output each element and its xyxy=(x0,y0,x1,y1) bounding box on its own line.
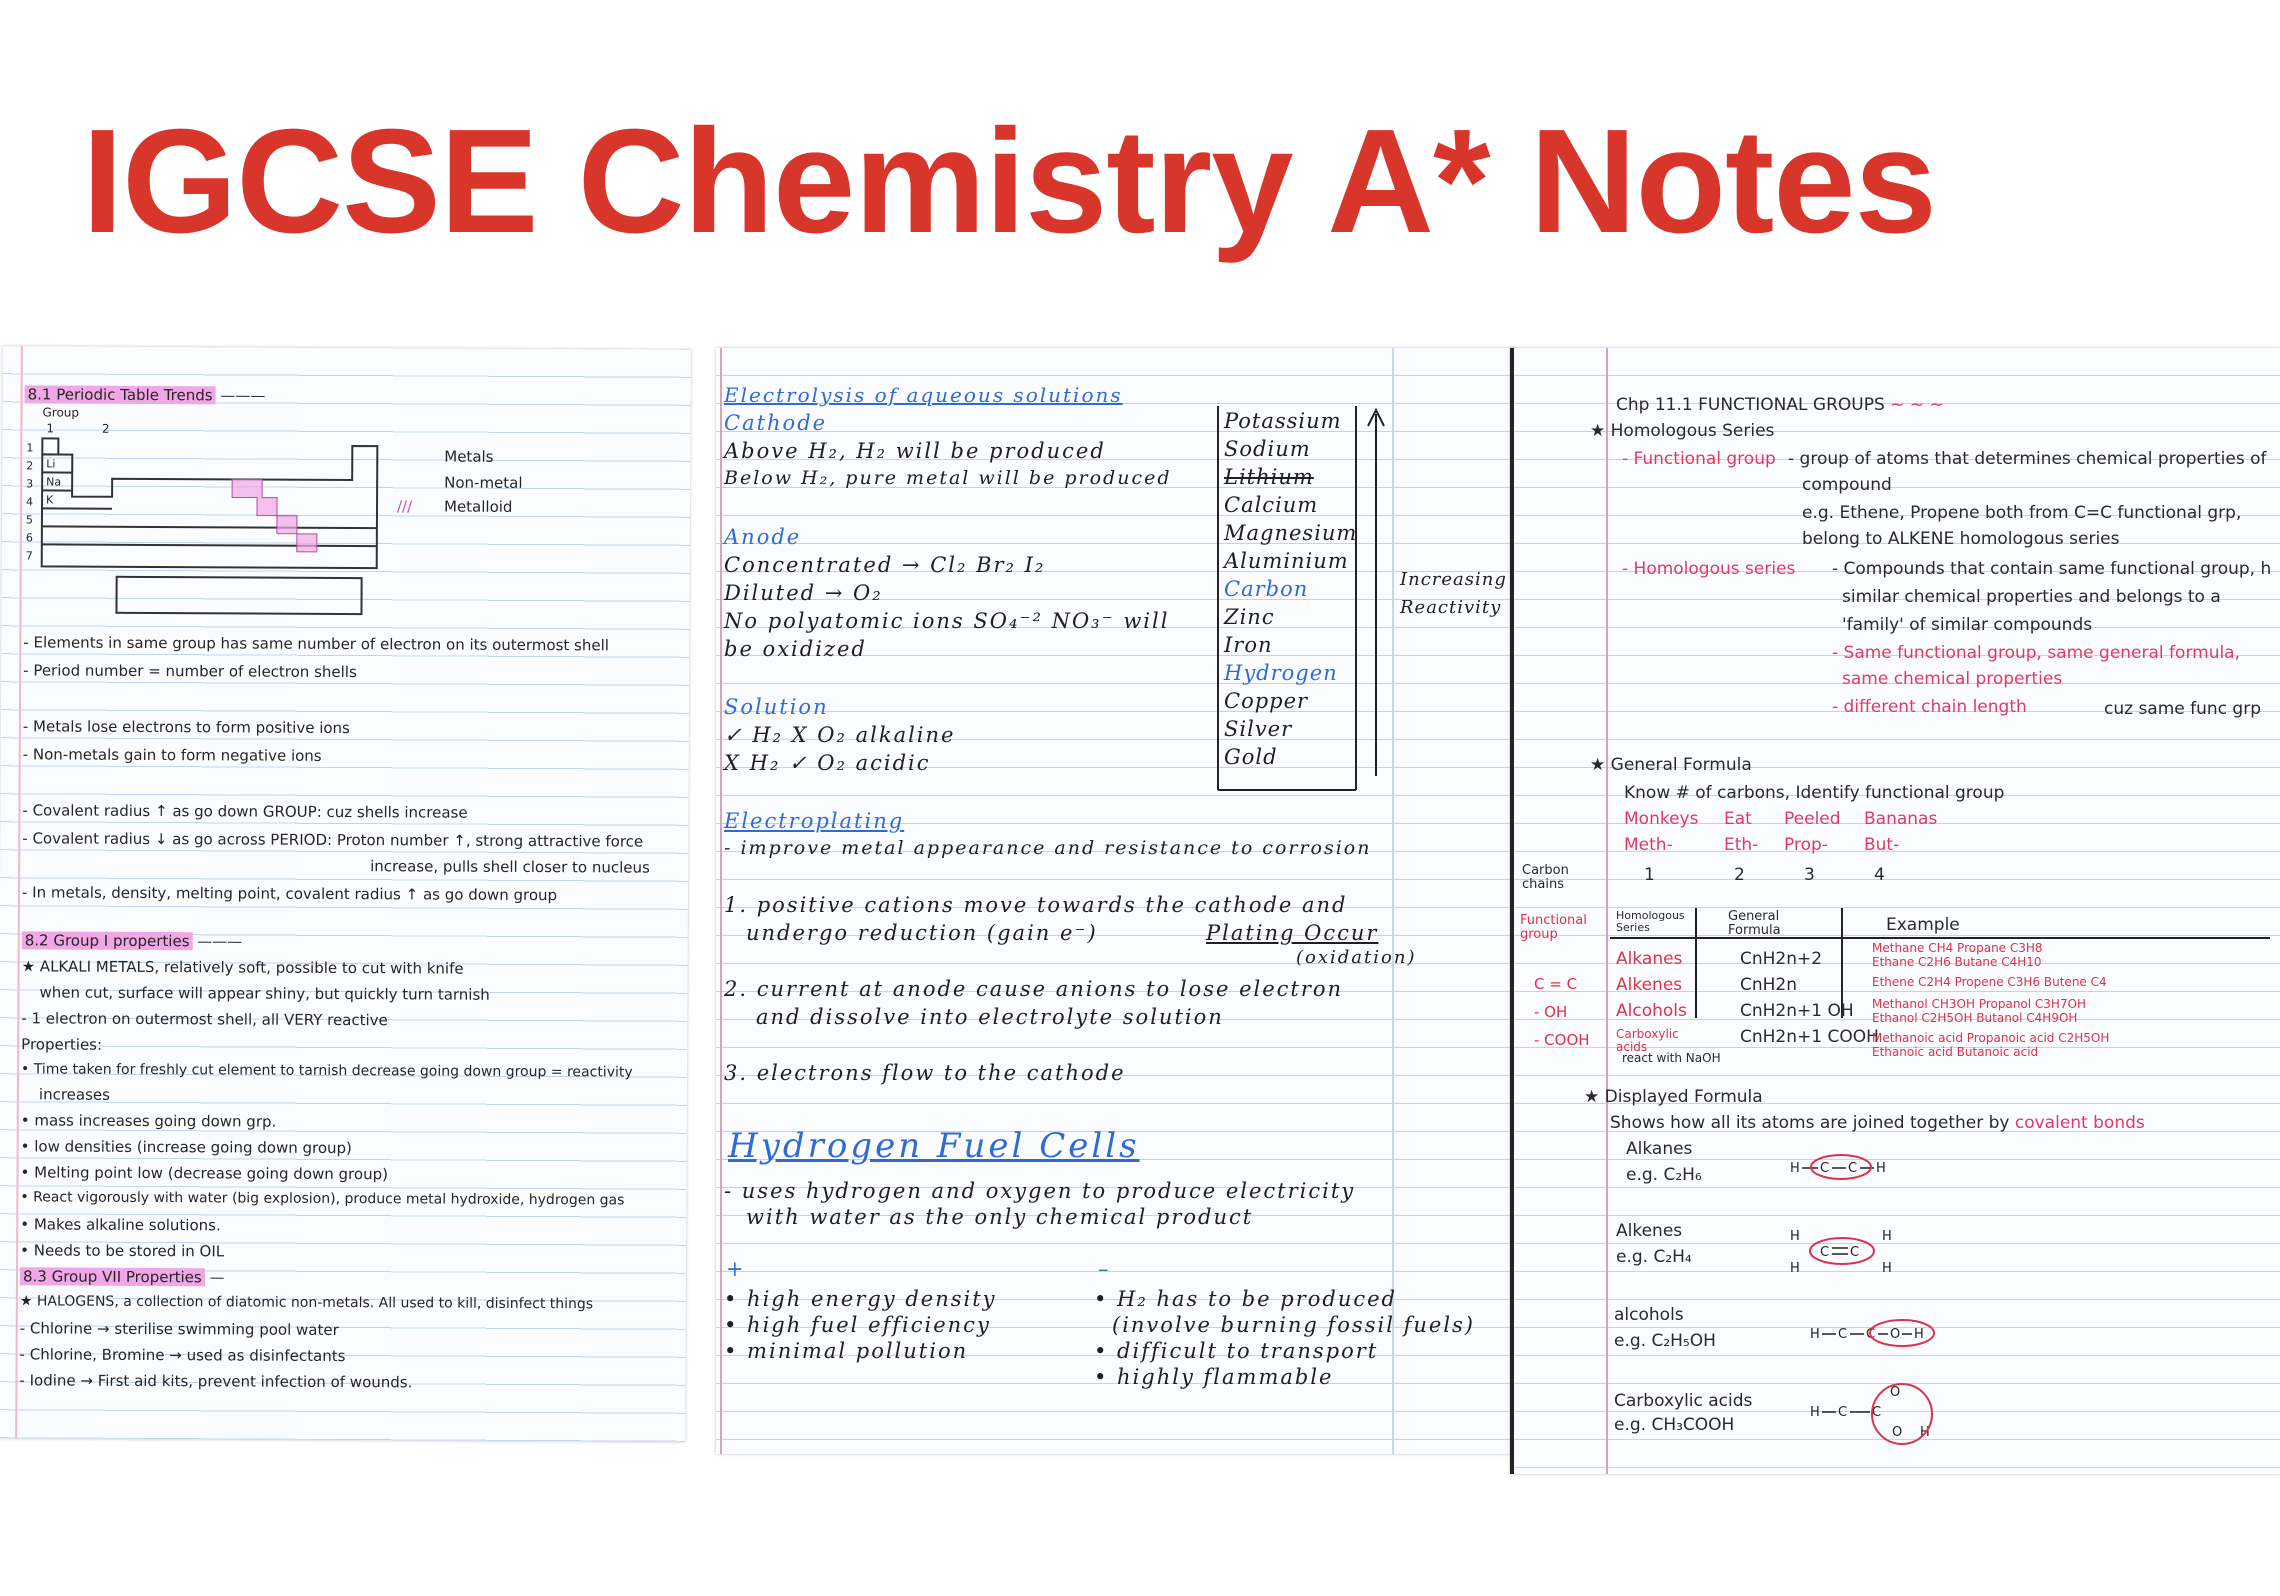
structural-formula-ethene xyxy=(1790,1228,1930,1278)
example-line: Ethanol C2H5OH Butanol C4H9OH xyxy=(1872,1011,2078,1025)
svg-text:H: H xyxy=(1790,1261,1800,1276)
note-line: - Same functional group, same general formula, xyxy=(1832,643,2241,663)
svg-text:H: H xyxy=(1882,1229,1892,1244)
fg-symbol: - COOH xyxy=(1534,1031,1590,1049)
note-line: - uses hydrogen and oxygen to produce electricity xyxy=(724,1179,1356,1203)
svg-text:C: C xyxy=(1850,1245,1860,1260)
notes-page-electrolysis xyxy=(716,348,1516,1454)
structural-formula-acetic-acid xyxy=(1810,1378,1980,1448)
note-line: Shows how all its atoms are joined together by covalent bonds xyxy=(1610,1113,2145,1133)
note-line: • React vigorously with water (big explosion), produce metal hydroxide, hydrogen gas xyxy=(20,1189,625,1209)
example-line: Methane CH4 Propane C3H8 xyxy=(1872,941,2043,955)
note-line: and dissolve into electrolyte solution xyxy=(756,1005,1224,1029)
term-functional-group: - Functional group xyxy=(1622,449,1776,469)
mnemonic-word: Monkeys xyxy=(1624,809,1699,829)
carbon-chains-label: Carbon chains xyxy=(1522,863,1569,893)
note-line: - improve metal appearance and resistance to corrosion xyxy=(724,837,1372,859)
svg-text:O: O xyxy=(1890,1327,1901,1342)
increasing-reactivity-label: Increasing xyxy=(1400,569,1507,590)
structural-formula-ethanol xyxy=(1810,1308,1970,1358)
note-line: Concentrated → Cl₂ Br₂ I₂ xyxy=(724,553,1046,577)
reactivity-item: Sodium xyxy=(1224,437,1311,461)
section-heading-electroplating: Electroplating xyxy=(724,809,905,833)
note-line: 1. positive cations move towards the cathode and xyxy=(724,893,1348,917)
con-item: • H₂ has to be produced xyxy=(1094,1287,1397,1311)
example-name: Alkanes xyxy=(1626,1139,1693,1159)
note-line: • low densities (increase going down group) xyxy=(20,1137,352,1158)
note-line: e.g. Ethene, Propene both from C=C functional grp, xyxy=(1802,503,2242,523)
note-line: 3. electrons flow to the cathode xyxy=(724,1061,1126,1085)
note-line: ✓ H₂ X O₂ alkaline xyxy=(724,723,956,747)
reactivity-item: Zinc xyxy=(1224,605,1275,629)
term-homologous-series: - Homologous series xyxy=(1622,559,1796,579)
prefix: Eth- xyxy=(1724,835,1759,855)
note-line: - Non-metals gain to form negative ions xyxy=(22,745,322,765)
example-formula: e.g. CH₃COOH xyxy=(1614,1415,1735,1435)
notes-page-functional-groups xyxy=(1510,348,2280,1474)
note-line: • Melting point low (decrease going down group) xyxy=(20,1163,389,1184)
section-heading-group1: 8.2 Group I properties ——— xyxy=(22,932,243,950)
page-edge xyxy=(1510,348,1514,1474)
svg-text:O: O xyxy=(1890,1385,1901,1400)
svg-text:H: H xyxy=(1876,1161,1886,1176)
note-line: - different chain length xyxy=(1832,697,2027,717)
section-heading-trends: 8.1 Periodic Table Trends ——— xyxy=(25,386,266,404)
pros-heading: + xyxy=(726,1257,746,1281)
note-line: - Iodine → First aid kits, prevent infection of wounds. xyxy=(19,1371,413,1392)
note-line: compound xyxy=(1802,475,1892,495)
mnemonic-word: Peeled xyxy=(1784,809,1841,829)
note-line: be oxidized xyxy=(724,637,867,661)
mnemonic-word: Bananas xyxy=(1864,809,1938,829)
note-line: belong to ALKENE homologous series xyxy=(1802,529,2120,549)
svg-text:O: O xyxy=(1892,1425,1903,1440)
series-name: Carboxylic acids xyxy=(1616,1027,1679,1055)
svg-text:C: C xyxy=(1848,1161,1858,1176)
subheading-homologous: ★ Homologous Series xyxy=(1590,421,1775,441)
structural-formula-ethane xyxy=(1790,1148,1930,1198)
reactivity-item: Gold xyxy=(1224,745,1278,769)
period-number: 7 xyxy=(25,549,33,563)
functional-group-label: Functional group xyxy=(1520,913,1587,943)
prefix: Meth- xyxy=(1624,835,1673,855)
reactivity-item: Magnesium xyxy=(1224,521,1358,545)
note-line: • Time taken for freshly cut element to tarnish decrease going down group = reactivity xyxy=(21,1061,633,1081)
section-heading-fuel-cells: Hydrogen Fuel Cells xyxy=(728,1126,1140,1166)
con-item: (involve burning fossil fuels) xyxy=(1112,1313,1476,1337)
notes-page-periodic-table xyxy=(0,346,691,1442)
reactivity-item: Lithium xyxy=(1224,465,1314,489)
note-line: - Period number = number of electron shells xyxy=(23,661,357,682)
reactivity-item: Iron xyxy=(1224,633,1273,657)
series-name: Alkanes xyxy=(1616,949,1683,969)
example-line: Ethene C2H4 Propene C3H6 Butene C4 xyxy=(1872,975,2107,989)
example-line: Ethanoic acid Butanoic acid xyxy=(1872,1045,2039,1059)
note-line: 'family' of similar compounds xyxy=(1842,615,2093,635)
group-label: Group xyxy=(42,405,80,420)
note-line: Diluted → O₂ xyxy=(724,581,883,605)
note-line: undergo reduction (gain e⁻) xyxy=(746,921,1098,945)
svg-text:H: H xyxy=(1914,1327,1924,1342)
legend-non-metal: Non-metal xyxy=(444,473,523,492)
note-line: when cut, surface will appear shiny, but quickly turn tarnish xyxy=(39,983,490,1004)
note-line: cuz same func grp xyxy=(2104,699,2262,719)
note-line: No polyatomic ions SO₄⁻² NO₃⁻ will xyxy=(724,609,1170,633)
example-formula: e.g. C₂H₄ xyxy=(1616,1247,1692,1267)
element-symbol: Na xyxy=(46,475,62,489)
svg-text:C: C xyxy=(1820,1161,1830,1176)
react-note: react with NaOH xyxy=(1622,1051,1721,1065)
group-numbers: 1 2 xyxy=(46,421,132,436)
svg-text:C: C xyxy=(1866,1327,1876,1342)
cons-heading: – xyxy=(1098,1257,1111,1281)
reactivity-item: Hydrogen xyxy=(1224,661,1338,685)
svg-text:C: C xyxy=(1820,1245,1830,1260)
pro-item: • high fuel efficiency xyxy=(724,1313,991,1337)
reactivity-item: Potassium xyxy=(1224,409,1342,433)
general-formula: CnH2n xyxy=(1740,975,1798,995)
pro-item: • minimal pollution xyxy=(724,1339,969,1363)
general-formula: CnH2n+1 OH xyxy=(1740,1001,1854,1021)
reactivity-item: Carbon xyxy=(1224,577,1309,601)
reactivity-item: Aluminium xyxy=(1224,549,1349,573)
reactivity-item: Copper xyxy=(1224,689,1309,713)
note-line: - Elements in same group has same number of electron on its outermost shell xyxy=(23,633,610,655)
note-line: ★ ALKALI METALS, relatively soft, possible to cut with knife xyxy=(21,957,464,978)
note-line: - Chlorine → sterilise swimming pool water xyxy=(19,1319,339,1339)
example-name: alcohols xyxy=(1614,1305,1684,1325)
note-line: - Compounds that contain same functional group, h xyxy=(1832,559,2272,579)
general-formula: CnH2n+1 COOH xyxy=(1740,1027,1879,1047)
legend-swatch: /// xyxy=(396,497,413,516)
period-number: 1 xyxy=(26,441,34,455)
note-line: Above H₂, H₂ will be produced xyxy=(724,439,1106,463)
series-name: Alkenes xyxy=(1616,975,1683,995)
svg-text:C: C xyxy=(1838,1405,1848,1420)
svg-text:C: C xyxy=(1838,1327,1848,1342)
fg-symbol: - OH xyxy=(1534,1003,1568,1021)
period-number: 6 xyxy=(25,531,33,545)
general-formula: CnH2n+2 xyxy=(1740,949,1823,969)
note-line: Properties: xyxy=(21,1035,103,1054)
con-item: • difficult to transport xyxy=(1094,1339,1379,1363)
note-line: with water as the only chemical product xyxy=(746,1205,1254,1229)
note-line: - Covalent radius ↓ as go across PERIOD: Proton number ↑, strong attractive force xyxy=(22,829,644,851)
note-line: Below H₂, pure metal will be produced xyxy=(724,467,1172,489)
page-title: IGCSE Chemistry A* Notes xyxy=(82,99,1936,264)
mnemonic-word: Eat xyxy=(1724,809,1752,829)
note-line: • Makes alkaline solutions. xyxy=(20,1215,221,1235)
prefix: Prop- xyxy=(1784,835,1828,855)
subheading-displayed-formula: ★ Displayed Formula xyxy=(1584,1087,1763,1107)
example-name: Alkenes xyxy=(1616,1221,1683,1241)
svg-text:H: H xyxy=(1882,1261,1892,1276)
svg-text:C: C xyxy=(1872,1405,1882,1420)
element-symbol: Li xyxy=(46,457,56,471)
legend-metalloid: Metalloid xyxy=(443,497,513,516)
reactivity-item: Silver xyxy=(1224,717,1293,741)
series-name: Alcohols xyxy=(1616,1001,1687,1021)
note-line: Plating Occur xyxy=(1206,921,1379,945)
con-item: • highly flammable xyxy=(1094,1365,1334,1389)
periodic-table-sketch xyxy=(22,426,403,598)
note-line: increases xyxy=(38,1085,111,1104)
note-line: X H₂ ✓ O₂ acidic xyxy=(724,751,931,775)
period-number: 2 xyxy=(26,459,34,473)
note-line: - 1 electron on outermost shell, all VERY reactive xyxy=(21,1009,388,1030)
table-header: Homologous Series xyxy=(1616,909,1685,935)
table-header: General Formula xyxy=(1728,909,1781,939)
note-line: - In metals, density, melting point, covalent radius ↑ as go down group xyxy=(21,883,558,905)
note-line: • Needs to be stored in OIL xyxy=(20,1241,225,1261)
example-formula: e.g. C₂H₅OH xyxy=(1614,1331,1716,1351)
note-line: (oxidation) xyxy=(1296,947,1417,968)
note-line: ★ HALOGENS, a collection of diatomic non-metals. All used to kill, disinfect things xyxy=(19,1293,594,1313)
note-line: - Chlorine, Bromine → used as disinfectants xyxy=(19,1345,346,1366)
prefix: But- xyxy=(1864,835,1900,855)
svg-text:H: H xyxy=(1810,1327,1820,1342)
reactivity-item: Calcium xyxy=(1224,493,1319,517)
note-line: - Covalent radius ↑ as go down GROUP: cuz shells increase xyxy=(22,801,468,822)
subheading-general-formula: ★ General Formula xyxy=(1590,755,1752,775)
period-number: 4 xyxy=(26,495,34,509)
fg-symbol: C = C xyxy=(1534,975,1578,993)
chain-number: 3 xyxy=(1804,865,1815,885)
svg-text:H: H xyxy=(1790,1161,1800,1176)
note-line: similar chemical properties and belongs to a xyxy=(1842,587,2221,607)
table-header: Example xyxy=(1886,915,1960,935)
note-line: same chemical properties xyxy=(1842,669,2063,689)
element-symbol: K xyxy=(46,493,54,507)
svg-text:H: H xyxy=(1790,1229,1800,1244)
example-line: Methanol CH3OH Propanol C3H7OH xyxy=(1872,997,2087,1011)
example-name: Carboxylic acids xyxy=(1614,1391,1753,1411)
period-number: 5 xyxy=(25,513,33,527)
note-line: 2. current at anode cause anions to lose electron xyxy=(724,977,1344,1001)
note-line: increase, pulls shell closer to nucleus xyxy=(370,857,650,877)
svg-text:H: H xyxy=(1810,1405,1820,1420)
section-heading-group7: 8.3 Group VII Properties — xyxy=(20,1268,225,1286)
period-number: 3 xyxy=(26,477,34,491)
example-line: Ethane C2H6 Butane C4H10 xyxy=(1872,955,2042,969)
chain-number: 1 xyxy=(1644,865,1655,885)
pro-item: • high energy density xyxy=(724,1287,997,1311)
section-heading-electrolysis: Electrolysis of aqueous solutions xyxy=(724,383,1123,407)
subheading-solution: Solution xyxy=(724,695,829,719)
note-line: • mass increases going down grp. xyxy=(20,1111,277,1131)
legend-metals: Metals xyxy=(444,447,494,466)
chain-number: 2 xyxy=(1734,865,1745,885)
note-line: Know # of carbons, Identify functional group xyxy=(1624,783,2005,803)
example-formula: e.g. C₂H₆ xyxy=(1626,1165,1702,1185)
note-line: - Metals lose electrons to form positive ions xyxy=(22,717,350,738)
chain-number: 4 xyxy=(1874,865,1885,885)
section-heading-functional-groups: Chp 11.1 FUNCTIONAL GROUPS ∼ ∼ ∼ xyxy=(1616,395,1944,415)
subheading-anode: Anode xyxy=(724,525,802,549)
subheading-cathode: Cathode xyxy=(724,411,828,435)
svg-text:H: H xyxy=(1920,1425,1930,1440)
increasing-reactivity-label: Reactivity xyxy=(1400,597,1502,618)
note-line: - group of atoms that determines chemical properties of xyxy=(1788,449,2267,469)
example-line: Methanoic acid Propanoic acid C2H5OH xyxy=(1872,1031,2110,1045)
